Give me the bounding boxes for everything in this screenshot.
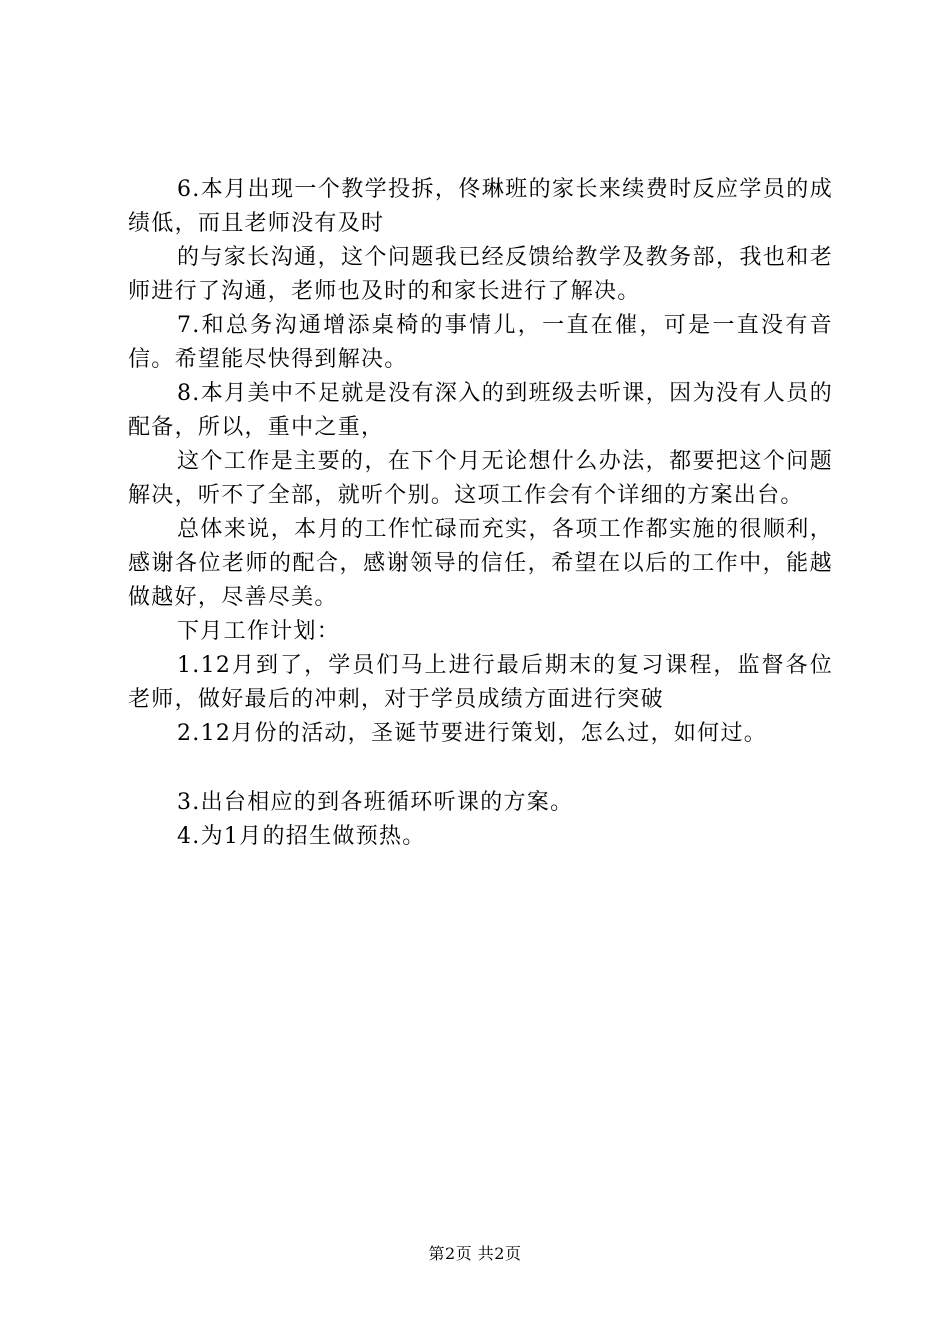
plan-item-1: 1.12月到了，学员们马上进行最后期末的复习课程，监督各位老师，做好最后的冲刺，对于学员成绩方面进行突破 bbox=[128, 653, 833, 712]
blank-line bbox=[128, 751, 833, 786]
paragraph-item-8-continued: 这个工作是主要的，在下个月无论想什么办法，都要把这个问题解决，听不了全部，就听个别。这项工作会有个详细的方案出台。 bbox=[128, 449, 833, 508]
paragraph-item-8: 8.本月美中不足就是没有深入的到班级去听课，因为没有人员的配备，所以，重中之重， bbox=[128, 381, 833, 440]
page-number-footer: 第2页 共2页 bbox=[428, 1244, 522, 1263]
plan-item-2: 2.12月份的活动，圣诞节要进行策划，怎么过，如何过。 bbox=[177, 721, 768, 746]
paragraph-item-6: 6.本月出现一个教学投拆，佟琳班的家长来续费时反应学员的成绩低，而且老师没有及时 bbox=[128, 177, 833, 236]
plan-item-3: 3.出台相应的到各班循环听课的方案。 bbox=[177, 790, 574, 815]
paragraph-item-7: 7.和总务沟通增添桌椅的事情儿，一直在催，可是一直没有音信。希望能尽快得到解决。 bbox=[128, 313, 833, 372]
next-month-plan-heading: 下月工作计划： bbox=[177, 619, 341, 644]
paragraph-summary: 总体来说，本月的工作忙碌而充实，各项工作都实施的很顺利，感谢各位老师的配合，感谢领导的信任，希望在以后的工作中，能越做越好，尽善尽美。 bbox=[128, 517, 833, 610]
paragraph-item-6-continued: 的与家长沟通，这个问题我已经反馈给教学及教务部，我也和老师进行了沟通，老师也及时的和家长进行了解决。 bbox=[128, 245, 833, 304]
plan-item-4: 4.为1月的招生做预热。 bbox=[177, 824, 426, 849]
document-body bbox=[128, 173, 833, 854]
